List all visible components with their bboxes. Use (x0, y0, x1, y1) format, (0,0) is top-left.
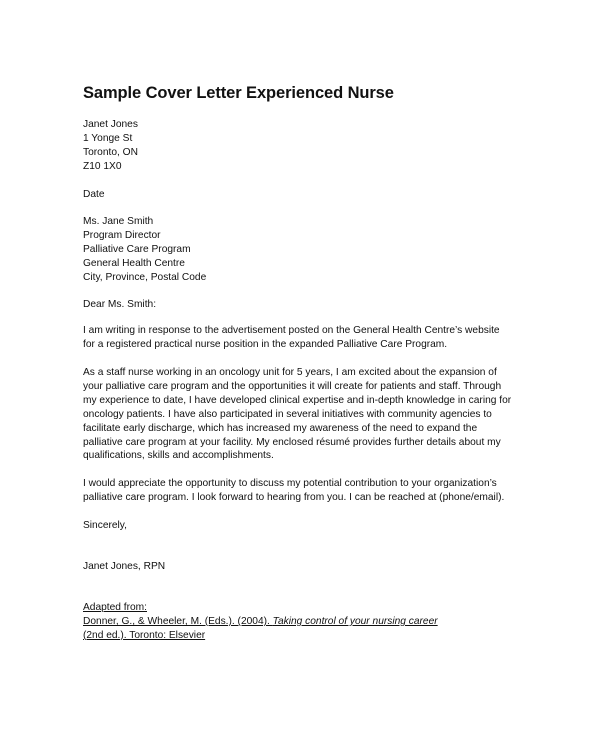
paragraph-line: palliative care program. I look forward to hearing from you. I can be reached at (phone/email). (83, 491, 505, 503)
recipient-title: Program Director (83, 229, 161, 241)
recipient-address (83, 215, 206, 285)
paragraph-line: I would appreciate the opportunity to discuss my potential contribution to your organization’s (83, 478, 497, 489)
recipient-organization: General Health Centre (83, 257, 185, 269)
recipient-program: Palliative Care Program (83, 243, 191, 255)
sender-city: Toronto, ON (83, 146, 138, 158)
sender-address (83, 118, 138, 174)
paragraph-line: qualifications, skills and accomplishments. (83, 450, 274, 462)
recipient-city: City, Province, Postal Code (83, 271, 207, 283)
citation-book-title: Taking control of your nursing career (272, 615, 438, 627)
paragraph-line: oncology patients. I have also participated in several initiatives with community agencies to (83, 408, 492, 420)
sender-name: Janet Jones (83, 119, 138, 130)
recipient-name: Ms. Jane Smith (83, 216, 154, 227)
sender-street: 1 Yonge St (83, 132, 133, 144)
paragraph-3 (83, 477, 504, 505)
sender-postal: Z10 1X0 (83, 160, 122, 172)
paragraph-line: facilitate early discharge, which has increased my awareness of the need to expand the (83, 422, 478, 434)
citation-authors: Donner, G., & Wheeler, M. (Eds.). (2004). (83, 615, 273, 627)
paragraph-line: for a registered practical nurse position in the expanded Palliative Care Program. (83, 338, 448, 350)
paragraph-line: my experience to date, I have developed clinical expertise and in-depth knowledge in caring for (83, 394, 512, 406)
paragraph-line: your palliative care program and the opportunities it will create for patients and staff. Through (83, 380, 502, 392)
closing: Sincerely, (83, 520, 127, 531)
citation-line (83, 615, 438, 629)
source-citation (83, 601, 438, 643)
paragraph-line: palliative care program at your facility. My enclosed résumé provides further details about my (83, 436, 501, 448)
signature: Janet Jones, RPN (83, 561, 166, 572)
document-title: Sample Cover Letter Experienced Nurse (83, 84, 394, 102)
source-heading: Adapted from: (83, 602, 147, 613)
letter-date: Date (83, 189, 105, 200)
paragraph-line: As a staff nurse working in an oncology unit for 5 years, I am excited about the expansion of (83, 367, 497, 378)
salutation: Dear Ms. Smith: (83, 299, 157, 310)
citation-publisher: (2nd ed.). Toronto: Elsevier (83, 629, 206, 641)
paragraph-line: I am writing in response to the advertisement posted on the General Health Centre’s website (83, 325, 500, 336)
paragraph-1 (83, 324, 500, 352)
paragraph-2 (83, 366, 511, 463)
